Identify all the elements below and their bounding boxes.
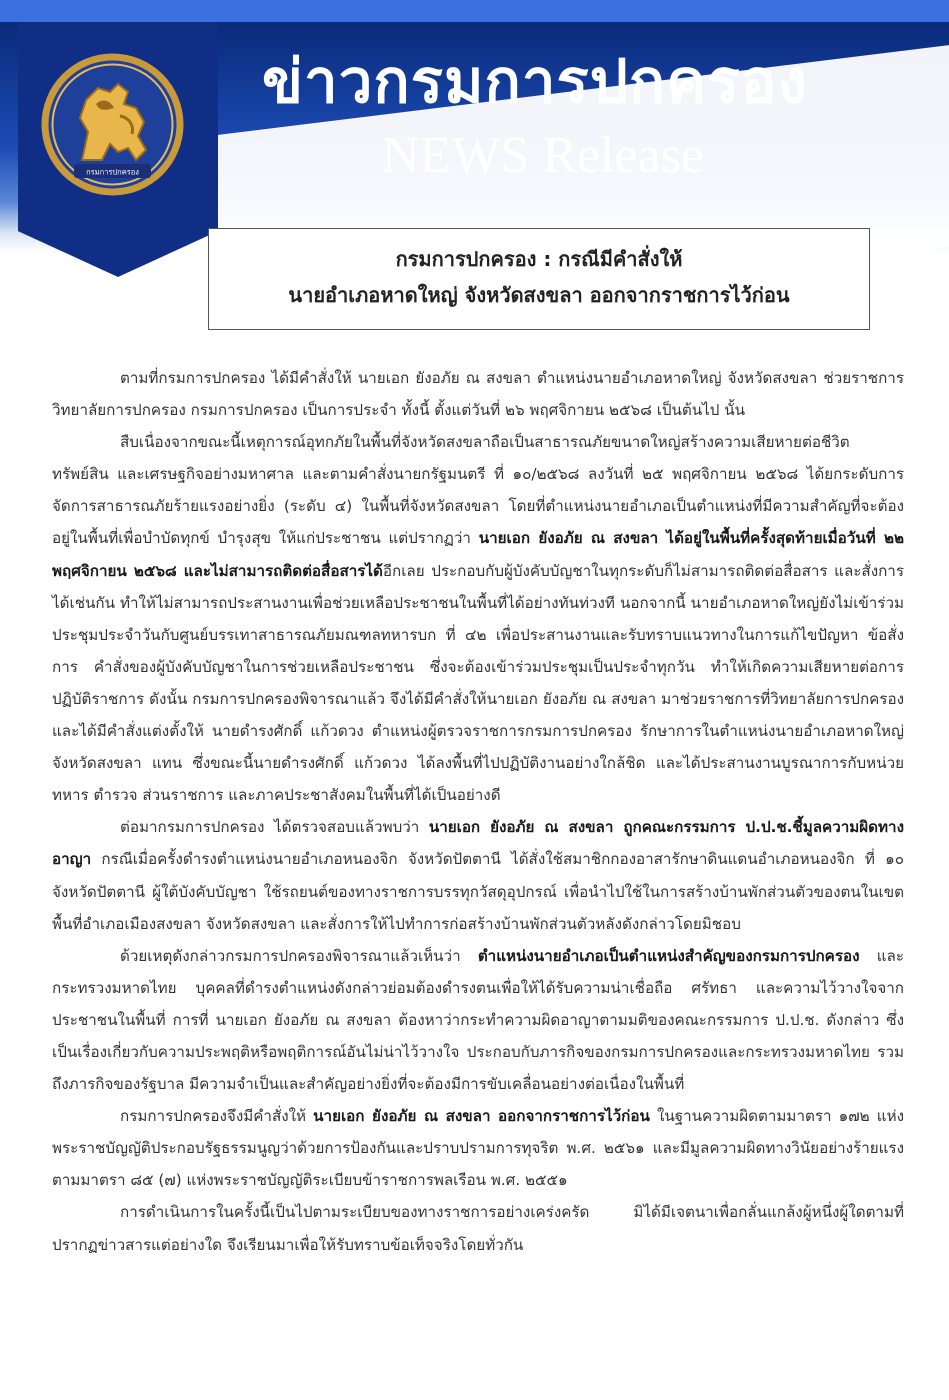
paragraph-2-text-b: อีกเลย ประกอบกับผู้บังคับบัญชาในทุกระดับก็ไม่สามารถติดต่อสื่อสาร และสั่งการได้เช่นกัน ทำให้ไม่สามารถประสานงานเพื่อช่วยเหลือประชาชนในพื้นที่ได้อย่างทันท่วงที นอกจากนี้ นายอำเภอหาดใหญ่ยังไม่เข้าร่วมประชุมประจำวันกับศูนย์บรรเทาสาธารณภัยมณฑลทหารบก ที่ ๔๒ เพื่อประสานงานและรับทราบแนวทางในการแก้ไขปัญหา ข้อสั่งการ คำสั่งของผู้บังคับบัญชาในการช่วยเหลือประชาชน ซึ่งจะต้องเข้าร่วมประชุมเป็นประจำทุกวัน ทำให้เกิดความเสียหายต่อการปฏิบัติราชการ ดังนั้น กรมการปกครองพิจารณาแล้ว จึงได้มีคำสั่งให้นายเอก ยังอภัย ณ สงขลา มาช่วยราชการที่วิทยาลัยการปกครอง และได้มีคำสั่งแต่งตั้งให้ นายดำรงศักดิ์ แก้วดวง ตำแหน่งผู้ตรวจราชการกรมการปกครอง รักษาการในตำแหน่งนายอำเภอหาดใหญ่ จังหวัดสงขลา แทน ซึ่งขณะนี้นายดำรงศักดิ์ แก้วดวง ได้ลงพื้นที่ไปปฏิบัติงานอย่างใกล้ชิด และได้ประสานงานบูรณาการกับหน่วยทหาร ตำรวจ ส่วนราชการ และภาคประชาสังคมในพื้นที่ได้เป็นอย่างดี — [52, 561, 904, 805]
paragraph-4 — [52, 940, 904, 1100]
news-title-thai: ข่าวกรมการปกครอง — [262, 47, 808, 117]
paragraph-2 — [52, 426, 904, 811]
paragraph-5-bold: นายเอก ยังอภัย ณ สงขลา ออกจากราชการไว้ก่อน — [313, 1107, 650, 1126]
paragraph-6 — [52, 1196, 904, 1260]
department-seal-icon — [40, 52, 185, 197]
paragraph-4-text-a: ด้วยเหตุดังกล่าวกรมการปกครองพิจารณาแล้วเห็นว่า — [120, 946, 478, 965]
paragraph-5-text-a: กรมการปกครองจึงมีคำสั่งให้ — [120, 1107, 314, 1126]
paragraph-4-text-b: และกระทรวงมหาดไทย บุคคลที่ดำรงตำแหน่งดังกล่าวย่อมต้องดำรงตนเพื่อให้ได้รับความน่าเชื่อถือ ศรัทธา และความไว้วางใจจากประชาชนในพื้นที่ การที่ นายเอก ยังอภัย ณ สงขลา ต้องหาว่ากระทำความผิดอาญาตามมติของคณะกรรมการ ป.ป.ช. ดังกล่าว ซึ่งเป็นเรื่องเกี่ยวกับความประพฤติหรือพฤติการณ์อันไม่น่าไว้วางใจ ประกอบกับภารกิจของกรมการปกครองและกระทรวงมหาดไทย รวมถึงภารกิจของรัฐบาล มีความจำเป็นและสำคัญอย่างยิ่งที่จะต้องมีการขับเคลื่อนอย่างต่อเนื่องในพื้นที่ — [52, 946, 904, 1094]
paragraph-1 — [52, 362, 904, 426]
paragraph-3-text-b: กรณีเมื่อครั้งดำรงตำแหน่งนายอำเภอหนองจิก จังหวัดปัตตานี ได้สั่งใช้สมาชิกกองอาสารักษาดินแดนอำเภอหนองจิก ที่ ๑๐ จังหวัดปัตตานี ผู้ใต้บังคับบัญชา ใช้รถยนต์ของทางราชการบรรทุกวัสดุอุปกรณ์ เพื่อนำไปใช้ในการสร้างบ้านพักส่วนตัวของตนในเขตพื้นที่อำเภอเมืองสงขลา จังหวัดสงขลา และสั่งการให้ไปทำการก่อสร้างบ้านพักส่วนตัวหลังดังกล่าวโดยมิชอบ — [52, 850, 904, 933]
top-accent-strip — [0, 0, 949, 22]
paragraph-3 — [52, 811, 904, 939]
headline-box — [208, 228, 870, 330]
paragraph-5 — [52, 1100, 904, 1196]
paragraph-6-text: การดำเนินการในครั้งนี้เป็นไปตามระเบียบของทางราชการอย่างเคร่งครัด มิได้มีเจตนาเพื่อกลั่นแกล้งผู้หนึ่งผู้ใดตามที่ปรากฏข่าวสารแต่อย่างใด จึงเรียนมาเพื่อให้รับทราบข้อเท็จจริงโดยทั่วกัน — [52, 1203, 904, 1254]
seal-label: กรมการปกครอง — [86, 167, 139, 177]
headline-line-2: นายอำเภอหาดใหญ่ จังหวัดสงขลา ออกจากราชการไว้ก่อน — [288, 283, 790, 307]
paragraph-3-text-a: ต่อมากรมการปกครอง ได้ตรวจสอบแล้วพบว่า — [120, 818, 429, 837]
headline-line-1: กรมการปกครอง : กรณีมีคำสั่งให้ — [395, 247, 683, 271]
paragraph-1-text: ตามที่กรมการปกครอง ได้มีคำสั่งให้ นายเอก ยังอภัย ณ สงขลา ตำแหน่งนายอำเภอหาดใหญ่ จังหวัดสงขลา ช่วยราชการวิทยาลัยการปกครอง กรมการปกครอง เป็นการประจำ ทั้งนี้ ตั้งแต่วันที่ ๒๖ พฤศจิกายน ๒๕๖๘ เป็นต้นไป นั้น — [52, 369, 904, 420]
paragraph-3-bold: นายเอก ยังอภัย ณ สงขลา ถูกคณะกรรมการ ป.ป.ช.ชี้มูลความผิดทางอาญา — [52, 818, 905, 869]
paragraph-5-text-b: ในฐานความผิดตามมาตรา ๑๗๒ แห่งพระราชบัญญัติประกอบรัฐธรรมนูญว่าด้วยการป้องกันและปราบปรามการทุจริต พ.ศ. ๒๕๖๑ และมีมูลความผิดทางวินัยอย่างร้ายแรง ตามมาตรา ๘๕ (๗) แห่งพระราชบัญญัติระเบียบข้าราชการพลเรือน พ.ศ. ๒๕๕๑ — [52, 1107, 905, 1190]
news-title-english: NEWS Release — [382, 127, 705, 184]
paragraph-4-bold: ตำแหน่งนายอำเภอเป็นตำแหน่งสำคัญของกรมการปกครอง — [477, 946, 860, 965]
paragraph-2-text-a: สืบเนื่องจากขณะนี้เหตุการณ์อุทกภัยในพื้นที่จังหวัดสงขลาถือเป็นสาธารณภัยขนาดใหญ่สร้างความเสียหายต่อชีวิต ทรัพย์สิน และเศรษฐกิจอย่างมหาศาล และตามคำสั่งนายกรัฐมนตรี ที่ ๑๐/๒๕๖๘ ลงวันที่ ๒๕ พฤศจิกายน ๒๕๖๘ ได้ยกระดับการจัดการสาธารณภัยร้ายแรงอย่างยิ่ง (ระดับ ๔) ในพื้นที่จังหวัดสงขลา โดยที่ตำแหน่งนายอำเภอเป็นตำแหน่งที่มีความสำคัญที่จะต้องอยู่ในพื้นที่เพื่อบำบัดทุกข์ บำรุงสุข ให้แก่ประชาชน แต่ปรากฏว่า — [52, 433, 904, 548]
article-body — [52, 362, 904, 1261]
paragraph-2-bold: นายเอก ยังอภัย ณ สงขลา ได้อยู่ในพื้นที่ครั้งสุดท้ายเมื่อวันที่ ๒๒ พฤศจิกายน ๒๕๖๘ และไม่สามารถติดต่อสื่อสารได้ — [52, 529, 904, 580]
